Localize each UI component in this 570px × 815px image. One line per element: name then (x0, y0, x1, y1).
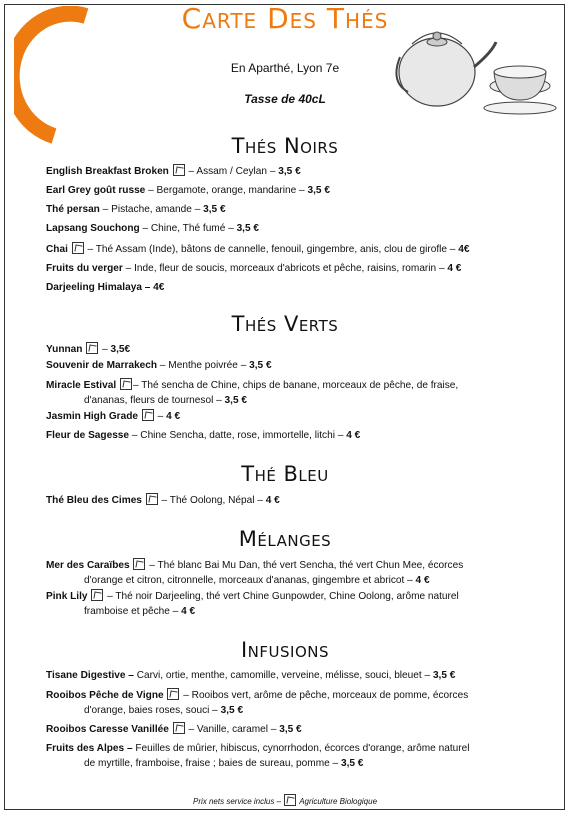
location-subtitle: En Aparthé, Lyon 7e (230, 61, 340, 75)
item-price: 4 € (415, 575, 430, 586)
menu-item (46, 342, 546, 357)
menu-item (46, 428, 546, 443)
item-price: 3,5 € (249, 360, 272, 371)
section-title-thes-verts: Thés Verts (231, 312, 339, 336)
organic-ab-icon (133, 558, 145, 570)
item-name: Fruits des Alpes – (46, 743, 133, 754)
organic-ab-icon (86, 342, 98, 354)
item-name: Chai (46, 244, 68, 255)
menu-item (46, 409, 546, 424)
item-desc: – Vanille, caramel – (188, 724, 277, 735)
item-desc: – Menthe poivrée – (159, 360, 247, 371)
menu-item (46, 378, 546, 408)
menu-item (46, 493, 546, 508)
item-name: Rooibos Pêche de Vigne (46, 690, 164, 701)
organic-ab-icon (173, 164, 185, 176)
item-price: 3,5 € (279, 724, 302, 735)
menu-item (46, 280, 546, 295)
item-desc: – Assam / Ceylan – (188, 166, 276, 177)
organic-ab-icon (120, 378, 132, 390)
item-desc-continued: de myrtille, framboise, fraise ; baies de sureau, pomme – 3,5 € (84, 758, 364, 769)
menu-item (46, 589, 546, 619)
item-name: Thé persan (46, 204, 100, 215)
menu-item (46, 221, 546, 236)
item-price: 4 € (181, 606, 196, 617)
item-price: 3,5 € (236, 223, 260, 234)
menu-item (46, 358, 546, 373)
item-name: Thé Bleu des Cimes (46, 495, 142, 506)
item-desc: – Bergamote, orange, mandarine – (148, 185, 305, 196)
item-price: 3,5 € (307, 185, 330, 196)
item-name: Mer des Caraïbes (46, 560, 130, 571)
item-desc: – Thé noir Darjeeling, thé vert Chine Gunpowder, Chine Oolong, arôme naturel (107, 591, 459, 602)
item-price: 3,5 € (203, 204, 226, 215)
item-desc-continued: d'orange, baies roses, souci – 3,5 € (84, 705, 244, 716)
item-desc: – Chine Sencha, datte, rose, immortelle, litchi – (131, 430, 344, 441)
menu-item (46, 183, 546, 198)
item-name: Pink Lily (46, 591, 88, 602)
item-desc: – (157, 411, 164, 422)
item-desc: – Chine, Thé fumé – (142, 223, 234, 234)
item-name: Yunnan (46, 344, 83, 355)
item-desc-continued: d'orange et citron, citronnelle, morceaux d'ananas, gingembre et abricot – 4 € (84, 575, 430, 586)
menu-item (46, 242, 546, 257)
item-desc: – Thé sencha de Chine, chips de banane, morceaux de pêche, de fraise, (132, 380, 459, 391)
menu-item (46, 202, 546, 217)
footer-note (0, 794, 570, 806)
item-price: 3,5 € (278, 166, 301, 177)
item-desc: Feuilles de mûrier, hibiscus, cynorrhodon, écorces d'orange, arôme naturel (135, 743, 470, 754)
section-title-thes-noirs: Thés Noirs (231, 134, 339, 158)
item-price: 3,5€ (110, 344, 131, 355)
organic-ab-icon (72, 242, 84, 254)
item-desc-continued: framboise et pêche – 4 € (84, 606, 196, 617)
item-name: Darjeeling Himalaya – 4€ (46, 282, 165, 293)
item-price: 4 € (447, 263, 462, 274)
item-price: 4 € (166, 411, 181, 422)
footer-price-note: Prix nets service inclus – (192, 797, 282, 806)
item-name: Fruits du verger (46, 263, 123, 274)
item-name: Lapsang Souchong (46, 223, 140, 234)
item-name: Tisane Digestive – (46, 670, 134, 681)
menu-item (46, 722, 546, 737)
organic-ab-icon (173, 722, 185, 734)
item-name: English Breakfast Broken (46, 166, 169, 177)
section-title-melanges: Mélanges (238, 527, 332, 551)
menu-item (46, 261, 546, 276)
item-desc: – Inde, fleur de soucis, morceaux d'abricots et pêche, raisins, romarin – (125, 263, 445, 274)
item-desc: – Thé blanc Bai Mu Dan, thé vert Sencha, thé vert Chun Mee, écorces (149, 560, 464, 571)
menu-item (46, 688, 546, 718)
organic-ab-icon (284, 794, 296, 806)
item-name: Earl Grey goût russe (46, 185, 146, 196)
item-price: 3,5 € (220, 705, 244, 716)
menu-item (46, 741, 546, 771)
item-desc: – Thé Oolong, Népal – (161, 495, 263, 506)
section-title-infusions: Infusions (240, 638, 329, 662)
menu-item (46, 558, 546, 588)
organic-ab-icon (91, 589, 103, 601)
item-price: 4 € (346, 430, 361, 441)
item-desc: – (102, 344, 108, 355)
item-price: 3,5 € (224, 395, 247, 406)
item-name: Rooibos Caresse Vanillée (46, 724, 169, 735)
menu-item (46, 668, 546, 683)
footer-organic-note: Agriculture Biologique (299, 797, 378, 806)
item-desc: – Pistache, amande – (102, 204, 201, 215)
item-price: 4€ (458, 244, 470, 255)
menu-title: Carte Des Thés (181, 2, 389, 35)
item-desc-continued: d'ananas, fleurs de tournesol – 3,5 € (84, 395, 247, 406)
item-desc: – Rooibos vert, arôme de pêche, morceaux de pomme, écorces (183, 690, 469, 701)
item-price: 4 € (265, 495, 280, 506)
item-name: Jasmin High Grade (46, 411, 138, 422)
cup-size-note: Tasse de 40cL (244, 92, 326, 106)
item-name: Miracle Estival (46, 380, 117, 391)
item-desc: – Thé Assam (Inde), bâtons de cannelle, fenouil, gingembre, anis, clou de girofle – (87, 244, 456, 255)
organic-ab-icon (142, 409, 154, 421)
organic-ab-icon (167, 688, 179, 700)
organic-ab-icon (146, 493, 158, 505)
menu-item (46, 164, 546, 179)
section-title-the-bleu: Thé Bleu (241, 462, 329, 486)
item-desc: Carvi, ortie, menthe, camomille, verveine, mélisse, souci, bleuet – (136, 670, 431, 681)
item-price: 3,5 € (340, 758, 364, 769)
item-name: Fleur de Sagesse (46, 430, 130, 441)
item-name: Souvenir de Marrakech (46, 360, 158, 371)
item-price: 3,5 € (432, 670, 456, 681)
